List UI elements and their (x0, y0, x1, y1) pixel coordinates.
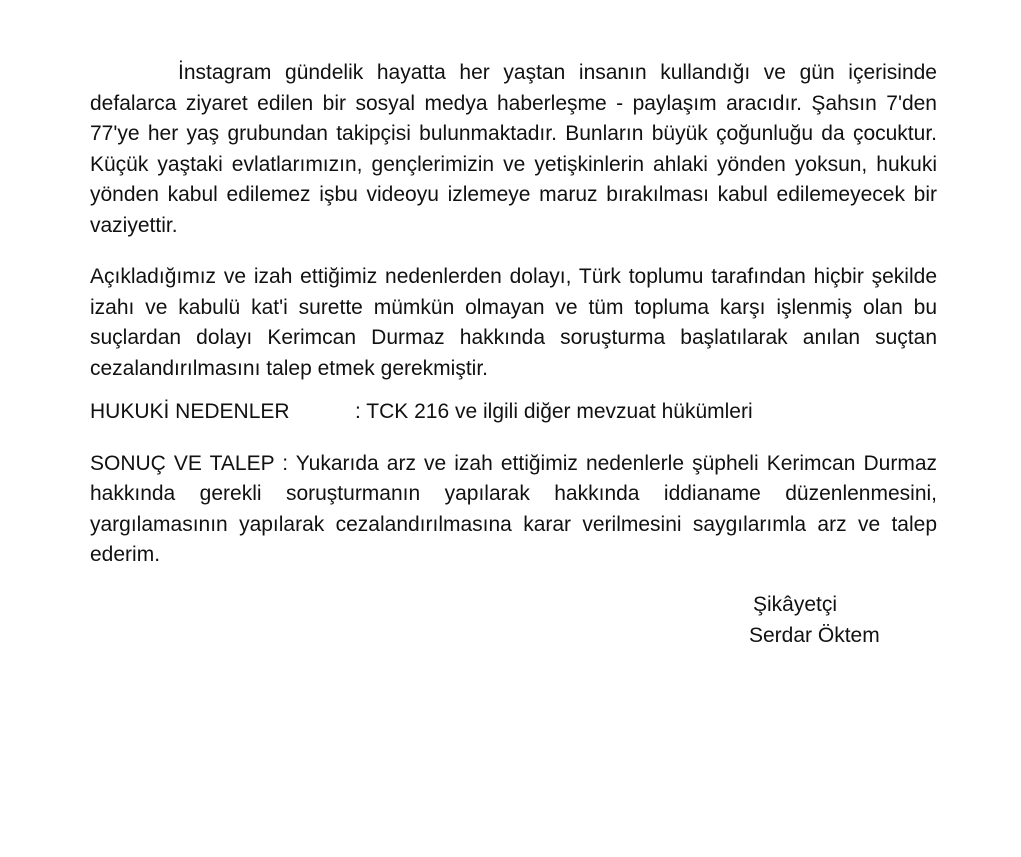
document-body (90, 58, 937, 571)
signature-name: Serdar Öktem (749, 624, 880, 647)
legal-grounds (90, 397, 937, 428)
signature-block (749, 589, 880, 651)
conclusion-paragraph: SONUÇ VE TALEP : Yukarıda arz ve izah ettiğimiz nedenlerle şüpheli Kerimcan Durmaz hakkında gerekli soruşturmanın yapılarak hakkında iddianame düzenlenmesini, yargılamasının yapılarak cezalandırılmasına karar verilmesini saygılarımla arz ve talep ederim. (90, 451, 937, 566)
signature-role: Şikâyetçi (753, 593, 838, 616)
paragraph-instagram: İnstagram gündelik hayatta her yaştan insanın kullandığı ve gün içerisinde defalarca ziyaret edilen bir sosyal medya haberleşme - paylaşım aracıdır. Şahsın 7'den 77'ye her yaş grubundan takipçisi bulunmaktadır. Bunların büyük çoğunluğu da çocuktur. Küçük yaştaki evlatlarımızın, gençlerimizin ve yetişkinlerin ahlaki yönden yoksun, hukuki yönden kabul edilemez işbu videoyu izlemeye maruz bırakılması kabul edilemeyecek bir vaziyettir. (90, 61, 937, 237)
paragraph-request-reason: Açıkladığımız ve izah ettiğimiz nedenlerden dolayı, Türk toplumu tarafından hiçbir şekilde izahı ve kabulü kat'i surette mümkün olmayan ve tüm topluma karşı işlenmiş olan bu suçlardan dolayı Kerimcan Durmaz hakkında soruşturma başlatılarak anılan suçtan cezalandırılmasını talep etmek gerekmiştir. (90, 265, 937, 380)
legal-grounds-label: HUKUKİ NEDENLER (90, 400, 290, 423)
legal-grounds-value: : TCK 216 ve ilgili diğer mevzuat hükümleri (355, 400, 753, 423)
